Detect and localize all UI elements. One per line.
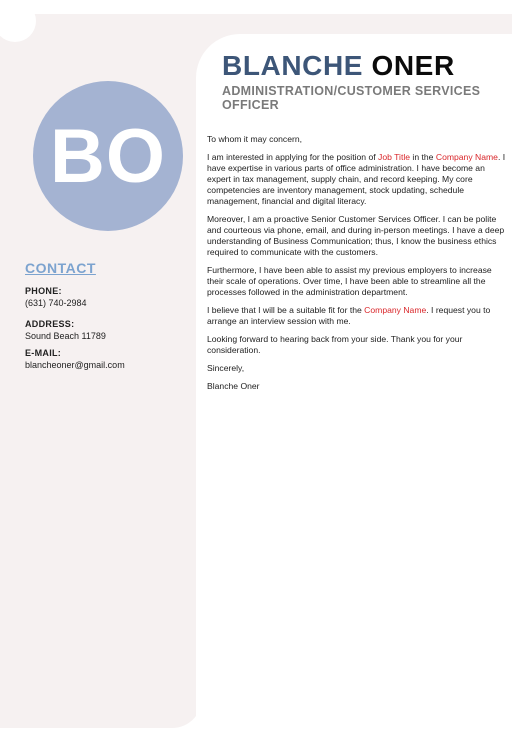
phone-label: PHONE: [25, 286, 62, 296]
address-value: Sound Beach 11789 [25, 331, 106, 341]
paragraph-4 [207, 305, 507, 327]
applicant-name [222, 50, 455, 82]
contact-email [25, 347, 125, 371]
p4-text-b: . I request you to arrange an interview session with me. [207, 305, 491, 326]
contact-address [25, 318, 106, 342]
cover-letter-body [207, 134, 507, 399]
company-name-placeholder: Company Name [435, 152, 498, 162]
closing: Sincerely, [207, 363, 245, 373]
paragraph-3: Furthermore, I have been able to assist my previous employers to increase their scale of operations. Over time, I have been able to streamline all the processes followed in the administration department. [207, 265, 492, 297]
salutation: To whom it may concern, [207, 134, 303, 144]
contact-heading: CONTACT [25, 260, 96, 276]
company-name-placeholder: Company Name [364, 305, 427, 315]
job-title: ADMINISTRATION/CUSTOMER SERVICES OFFICER [222, 84, 481, 112]
p1-text-a: I am interested in applying for the position of [207, 152, 379, 162]
phone-value: (631) 740-2984 [25, 298, 87, 308]
avatar [33, 81, 183, 231]
address-label: ADDRESS: [25, 319, 75, 329]
email-label: E-MAIL: [25, 348, 62, 358]
paragraph-5: Looking forward to hearing back from your side. Thank you for your consideration. [207, 334, 463, 355]
p1-text-b: in the [410, 152, 436, 162]
email-value: blancheoner@gmail.com [25, 360, 125, 370]
paragraph-1 [207, 152, 507, 207]
paragraph-2: Moreover, I am a proactive Senior Customer Services Officer. I can be polite and courteous via phone, email, and during in-person meetings. I have a deep understanding of Business Communication; thus, I know the business ethics required to communicate with the customers. [207, 214, 505, 257]
avatar-initials: BO [50, 113, 166, 199]
p1-text-c: . I have expertise in various parts of office administration. I have become an expert in tax management, supply chain, and record keeping. My core competencies are inventory management, stock updating, schedule management, financial and digital literacy. [207, 152, 506, 206]
first-name: BLANCHE [222, 50, 364, 81]
job-title-placeholder: Job Title [378, 152, 411, 162]
last-name: ONER [371, 50, 455, 81]
p4-text-a: I believe that I will be a suitable fit for the [207, 305, 365, 315]
signature: Blanche Oner [207, 381, 260, 391]
contact-phone [25, 285, 87, 309]
